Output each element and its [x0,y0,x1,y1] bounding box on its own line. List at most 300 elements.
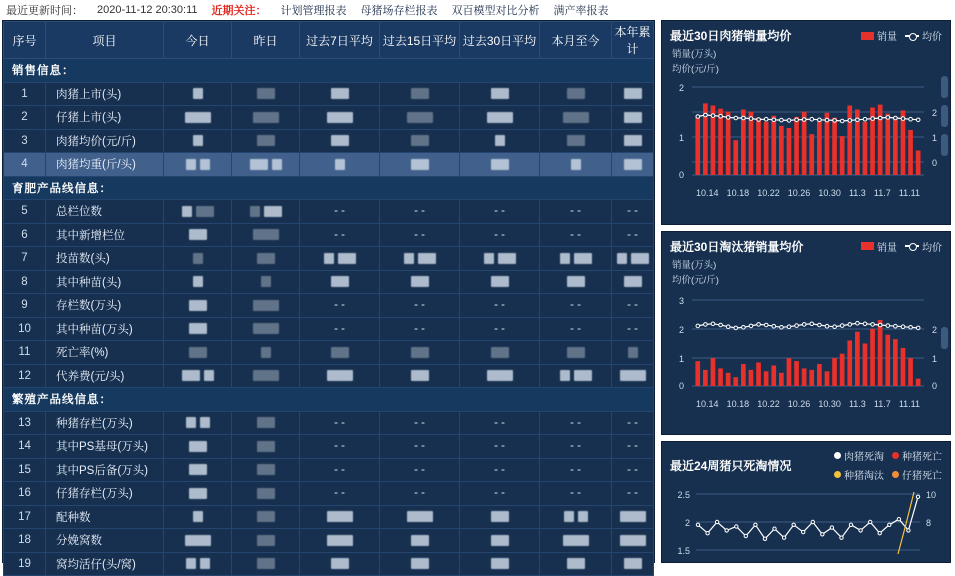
cell-avg7 [300,106,380,130]
cell-avg30 [460,270,540,294]
svg-text:0: 0 [932,380,938,391]
cell-yesterday [232,200,300,224]
cell-yesterday [232,223,300,247]
cell-ytd [612,529,654,553]
chart3-title: 最近24周猪只死淘情况 [670,458,792,473]
cell-ytd [612,106,654,130]
cell-mtd [540,106,612,130]
cell-yesterday [232,317,300,341]
cell-avg15 [380,341,460,365]
row-label: 总栏位数 [46,200,164,224]
cell-avg7: - - [300,294,380,318]
cell-yesterday [232,482,300,506]
cell-avg15 [380,129,460,153]
chart1-plot [662,75,950,198]
table-row[interactable] [4,247,654,271]
cell-mtd [540,364,612,388]
cell-avg7 [300,153,380,177]
cell-avg30: - - [460,482,540,506]
svg-text:1: 1 [678,353,684,364]
legend-item-price[interactable] [905,28,942,43]
dot-swatch-icon [892,471,899,478]
cell-yesterday [232,529,300,553]
row-label: 其中新增栏位 [46,223,164,247]
svg-text:1: 1 [932,133,938,143]
col-index: 序号 [4,22,46,59]
svg-text:2: 2 [932,324,938,335]
col-avg30: 过去30日平均 [460,22,540,59]
cell-yesterday [232,247,300,271]
section-row-fattening [4,176,654,200]
cell-mtd [540,529,612,553]
cell-ytd [612,364,654,388]
cell-today [164,411,232,435]
row-index: 4 [4,153,46,177]
cell-avg15: - - [380,411,460,435]
row-label: 投苗数(头) [46,247,164,271]
cell-ytd: - - [612,435,654,459]
table-row[interactable] [4,106,654,130]
cell-avg7 [300,505,380,529]
table-row[interactable] [4,129,654,153]
cell-mtd: - - [540,294,612,318]
cell-avg30 [460,341,540,365]
row-index: 16 [4,482,46,506]
cell-avg15 [380,153,460,177]
svg-text:1: 1 [932,353,938,364]
chart1-scroll-handle-3[interactable] [941,134,948,156]
col-item: 项目 [46,22,164,59]
cell-mtd: - - [540,411,612,435]
cell-avg15 [380,247,460,271]
row-index: 17 [4,505,46,529]
xtick: 11.11 [898,398,920,409]
cell-avg15 [380,552,460,576]
cell-avg30 [460,153,540,177]
cell-avg7: - - [300,223,380,247]
line-swatch-icon [905,245,919,247]
cell-mtd: - - [540,223,612,247]
cell-avg30: - - [460,411,540,435]
cell-avg15 [380,529,460,553]
row-index: 14 [4,435,46,459]
svg-text:2: 2 [932,108,938,118]
table-row[interactable] [4,223,654,247]
row-index: 11 [4,341,46,365]
cell-yesterday [232,458,300,482]
cell-ytd [612,505,654,529]
cell-mtd: - - [540,317,612,341]
svg-text:0: 0 [932,158,938,168]
cell-ytd: - - [612,458,654,482]
cell-today [164,317,232,341]
row-label: 仔猪存栏(万头) [46,482,164,506]
cell-avg30 [460,529,540,553]
cell-avg15: - - [380,482,460,506]
svg-text:2: 2 [684,518,690,528]
chart2-plot [662,286,950,409]
chart-card-mortality[interactable] [661,441,951,563]
col-ytd: 本年累计 [612,22,654,59]
cell-mtd [540,247,612,271]
cell-yesterday [232,364,300,388]
cell-mtd [540,82,612,106]
cell-today [164,129,232,153]
cell-today [164,364,232,388]
cell-today [164,247,232,271]
cell-mtd [540,552,612,576]
legend-label-price: 均价 [922,242,942,254]
cell-yesterday [232,505,300,529]
row-index: 6 [4,223,46,247]
cell-avg30: - - [460,317,540,341]
dot-swatch-icon [834,471,841,478]
dot-swatch-icon [892,452,899,459]
row-label: 窝均活仔(头/窝) [46,552,164,576]
update-time-label: 最近更新时间： [6,5,83,17]
svg-text:0: 0 [678,170,684,180]
cell-avg30 [460,505,540,529]
cell-ytd [612,153,654,177]
chart2-legend[interactable] [861,239,942,254]
legend-item-breeder-death[interactable] [892,448,942,463]
legend-label-2: 种猪死亡 [902,452,942,463]
section-title-sales: 销售信息： [4,59,654,83]
xtick: 10.30 [818,398,841,409]
row-label: 其中种苗(头) [46,270,164,294]
table-row[interactable] [4,317,654,341]
top-status-bar [0,0,955,20]
cell-avg15: - - [380,317,460,341]
cell-yesterday [232,82,300,106]
table-row[interactable] [4,552,654,576]
cell-avg7 [300,341,380,365]
cell-avg30 [460,82,540,106]
link-plan-report[interactable]: 计划管理报表 [280,5,347,17]
svg-text:3: 3 [678,295,684,306]
link-model-compare[interactable]: 双百模型对比分析 [451,5,540,17]
svg-text:10: 10 [926,490,937,500]
row-index: 19 [4,552,46,576]
cell-yesterday [232,411,300,435]
section-title-fattening: 育肥产品线信息： [4,176,654,200]
cell-avg7 [300,129,380,153]
section-row-sales [4,59,654,83]
row-label: 存栏数(万头) [46,294,164,318]
row-label: 其中PS基母(万头) [46,435,164,459]
row-label: 其中种苗(万头) [46,317,164,341]
svg-text:8: 8 [926,518,932,528]
row-label: 死亡率(%) [46,341,164,365]
row-label: 肉猪均价(元/斤) [46,129,164,153]
row-index: 2 [4,106,46,130]
table-row[interactable] [4,482,654,506]
cell-mtd [540,270,612,294]
cell-avg7: - - [300,458,380,482]
cell-today [164,223,232,247]
chart1-ylabel-right: 均价(元/斤) [672,64,719,75]
cell-today [164,200,232,224]
cell-today [164,552,232,576]
link-sow-farm-report[interactable]: 母猪场存栏报表 [360,5,438,17]
table-row[interactable] [4,270,654,294]
chart3-svg [662,484,950,562]
svg-text:1.5: 1.5 [677,546,690,556]
col-avg7: 过去7日平均 [300,22,380,59]
col-mtd: 本月至今 [540,22,612,59]
chart1-ylabel-left: 销量(万头) [672,49,717,60]
xtick: 11.3 [848,398,866,409]
cell-mtd: - - [540,200,612,224]
svg-text:2.5: 2.5 [677,490,690,500]
focus-label: 近期关注： [211,5,267,17]
cell-avg15: - - [380,294,460,318]
cell-mtd [540,129,612,153]
chart1-svg [662,75,950,187]
cell-ytd: - - [612,482,654,506]
cell-yesterday [232,552,300,576]
chart2-svg [662,286,950,398]
cell-avg7: - - [300,200,380,224]
legend-item-hog-mortality[interactable] [834,448,884,463]
xtick: 10.14 [696,188,719,198]
table-row[interactable] [4,529,654,553]
cell-mtd [540,505,612,529]
cell-avg15 [380,106,460,130]
legend-item-volume[interactable] [861,239,897,254]
chart2-ylabel-left: 销量(万头) [672,259,717,271]
cell-avg15 [380,82,460,106]
chart1-scroll-handle-2[interactable] [941,105,948,127]
cell-avg15: - - [380,435,460,459]
row-index: 13 [4,411,46,435]
col-yesterday: 昨日 [232,22,300,59]
cell-mtd: - - [540,482,612,506]
cell-mtd [540,153,612,177]
xtick: 10.22 [757,398,780,409]
legend-item-piglet-death[interactable] [892,467,942,482]
section-title-breeding: 繁殖产品线信息： [4,388,654,412]
cell-yesterday [232,341,300,365]
link-capacity-report[interactable]: 满产率报表 [553,5,609,17]
cell-ytd [612,82,654,106]
row-label: 配种数 [46,505,164,529]
row-index: 1 [4,82,46,106]
row-index: 5 [4,200,46,224]
row-index: 8 [4,270,46,294]
cell-avg7: - - [300,411,380,435]
xtick: 10.18 [726,398,750,409]
dot-swatch-icon [834,452,841,459]
cell-avg15: - - [380,458,460,482]
legend-label-volume: 销量 [877,242,897,254]
svg-text:0: 0 [678,380,684,391]
row-label: 肉猪均重(斤/头) [46,153,164,177]
cell-avg15: - - [380,223,460,247]
chart1-legend[interactable] [861,28,942,43]
row-label: 肉猪上市(头) [46,82,164,106]
cell-ytd: - - [612,200,654,224]
cell-today [164,482,232,506]
cell-ytd [612,247,654,271]
cell-today [164,529,232,553]
cell-mtd [540,341,612,365]
cell-avg7 [300,364,380,388]
cell-today [164,153,232,177]
chart2-ylabel-right: 均价(元/斤) [672,274,719,286]
row-label: 其中PS后备(万头) [46,458,164,482]
svg-text:2: 2 [678,83,684,93]
cell-mtd: - - [540,458,612,482]
cell-avg7: - - [300,482,380,506]
xtick: 10.26 [787,188,811,198]
cell-avg30: - - [460,435,540,459]
chart2-scroll-handle[interactable] [941,327,948,349]
legend-item-volume[interactable] [861,28,897,43]
cell-ytd [612,552,654,576]
line-swatch-icon [905,35,919,37]
cell-avg7 [300,270,380,294]
row-index: 3 [4,129,46,153]
legend-label-4: 仔猪死亡 [902,471,942,482]
chart1-header [662,21,950,46]
cell-avg7: - - [300,435,380,459]
svg-text:2: 2 [678,324,684,335]
table-row[interactable] [4,505,654,529]
cell-yesterday [232,106,300,130]
cell-mtd: - - [540,435,612,459]
legend-label-price: 均价 [922,32,942,43]
cell-today [164,294,232,318]
charts-panel [661,20,951,563]
chart-card-cull-sales[interactable] [661,231,951,436]
cell-today [164,106,232,130]
cell-avg30 [460,247,540,271]
chart-card-hog-sales[interactable] [661,20,951,225]
xtick: 10.22 [757,188,780,198]
legend-item-breeder-cull[interactable] [834,467,884,482]
col-today: 今日 [164,22,232,59]
cell-today [164,505,232,529]
row-label: 代养费(元/头) [46,364,164,388]
chart2-xaxis [662,398,950,409]
cell-avg7 [300,82,380,106]
table-row[interactable] [4,364,654,388]
cell-avg7 [300,529,380,553]
row-index: 18 [4,529,46,553]
legend-item-price[interactable] [905,239,942,254]
xtick: 11.3 [848,188,866,198]
table-header [4,22,654,59]
cell-today [164,270,232,294]
cell-yesterday [232,435,300,459]
chart3-plot [662,484,950,562]
cell-avg7 [300,552,380,576]
cell-ytd [612,341,654,365]
cell-avg7: - - [300,317,380,341]
row-index: 15 [4,458,46,482]
cell-ytd: - - [612,317,654,341]
cell-avg30 [460,129,540,153]
xtick: 11.7 [873,398,891,409]
chart2-header [662,232,950,257]
xtick: 10.14 [696,398,719,409]
chart1-scroll-handle[interactable] [941,76,948,98]
cell-avg30: - - [460,294,540,318]
row-label: 仔猪上市(头) [46,106,164,130]
cell-avg30 [460,364,540,388]
chart1-xaxis [662,187,950,198]
col-avg15: 过去15日平均 [380,22,460,59]
legend-label-3: 种猪淘汰 [844,471,884,482]
cell-ytd: - - [612,411,654,435]
xtick: 11.11 [898,188,920,198]
table-row[interactable] [4,411,654,435]
row-index: 7 [4,247,46,271]
table-row[interactable] [4,153,654,177]
cell-avg30: - - [460,200,540,224]
cell-ytd [612,270,654,294]
cell-today [164,458,232,482]
cell-ytd: - - [612,223,654,247]
cell-today [164,341,232,365]
svg-text:1: 1 [678,133,684,143]
row-index: 10 [4,317,46,341]
metrics-table-panel[interactable] [2,20,655,571]
table-row[interactable] [4,435,654,459]
row-label: 种猪存栏(万头) [46,411,164,435]
cell-avg15 [380,505,460,529]
cell-yesterday [232,270,300,294]
chart3-legend[interactable] [792,448,942,482]
cell-avg15 [380,364,460,388]
cell-ytd: - - [612,294,654,318]
table-row[interactable] [4,294,654,318]
xtick: 10.30 [818,188,841,198]
metrics-table [3,21,654,576]
row-index: 12 [4,364,46,388]
xtick: 10.26 [787,398,811,409]
table-body [4,59,654,576]
table-row[interactable] [4,82,654,106]
legend-label-1: 肉猪死淘 [844,452,884,463]
cell-avg30 [460,552,540,576]
xtick: 11.7 [873,188,891,198]
cell-avg15: - - [380,200,460,224]
table-row[interactable] [4,341,654,365]
chart1-title: 最近30日肉猪销量均价 [670,29,792,43]
bar-swatch-icon [861,32,874,40]
cell-avg7 [300,247,380,271]
table-row[interactable] [4,200,654,224]
cell-ytd [612,129,654,153]
cell-yesterday [232,153,300,177]
cell-yesterday [232,294,300,318]
table-row[interactable] [4,458,654,482]
row-label: 分娩窝数 [46,529,164,553]
xtick: 10.18 [726,188,750,198]
cell-avg30: - - [460,223,540,247]
chart2-title: 最近30日淘汰猪销量均价 [670,239,804,254]
cell-avg15 [380,270,460,294]
row-index: 9 [4,294,46,318]
dashboard-content [0,20,955,571]
cell-yesterday [232,129,300,153]
chart3-header [662,442,950,484]
cell-today [164,82,232,106]
cell-today [164,435,232,459]
section-row-breeding [4,388,654,412]
